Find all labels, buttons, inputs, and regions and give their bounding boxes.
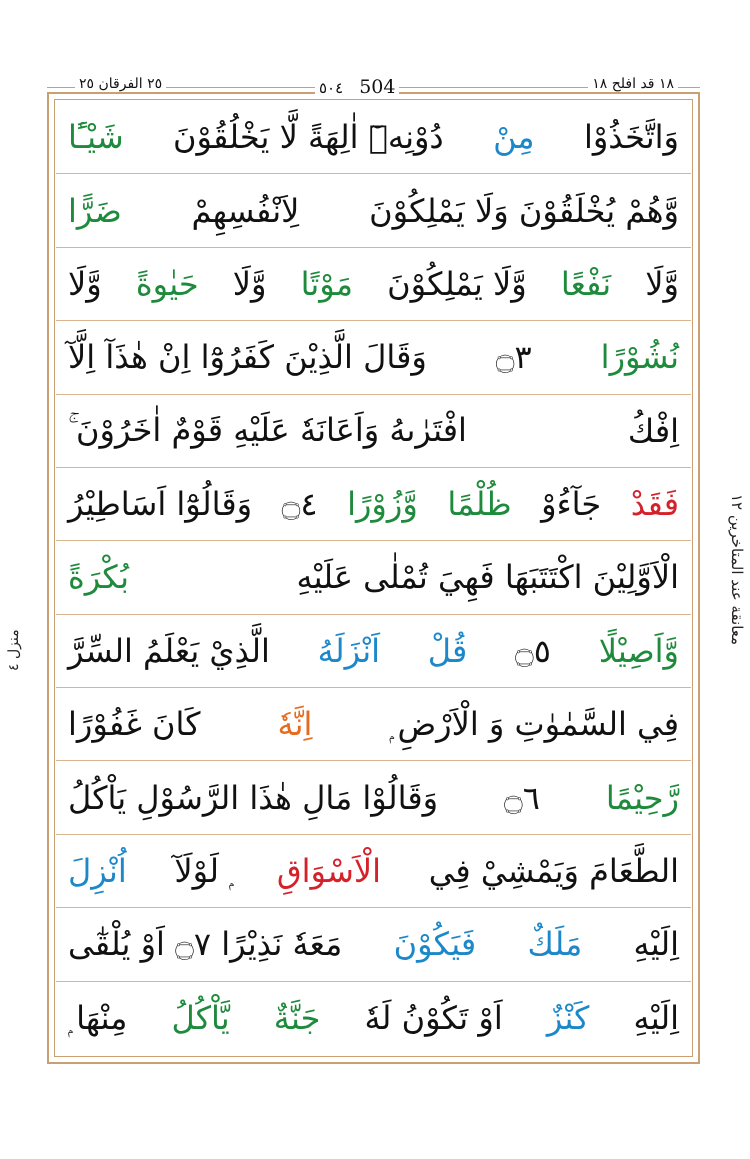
verse-word: الَّذِيْ يَعْلَمُ السِّرَّ <box>68 631 270 670</box>
margin-note-left: منزل ٤ <box>6 629 22 671</box>
page-number-arabic: ٥٠٤ <box>319 79 344 97</box>
verse-line <box>56 395 691 468</box>
verse-word: فَيَكُوْنَ <box>393 925 477 964</box>
verse-word: افْتَرٰىهُ وَاَعَانَهٗ عَلَيْهِ قَوْمٌ اٰخَرُوْنَ ۚ <box>68 411 467 450</box>
verse-word: اِنَّهٗ <box>277 705 313 744</box>
verse-word: اَوْ تَكُوْنُ لَهٗ <box>364 999 503 1038</box>
verse-word: نَفْعًا <box>560 264 612 303</box>
verse-word: وَقَالُوْا مَالِ هٰذَا الرَّسُوْلِ يَاْكُلُ <box>68 778 439 817</box>
verse-word: الْاَسْوَاقِ <box>276 852 382 891</box>
verse-word: ظُلْمًا <box>447 485 512 524</box>
verse-word: اِفْكُ <box>627 411 679 450</box>
verse-word: مِنْ <box>493 118 535 157</box>
verse-word: مِنْهَا ۭ <box>68 998 128 1037</box>
verse-word: ۝٣ <box>495 338 532 377</box>
verse-word: ضَرًّا <box>68 191 122 230</box>
verse-line <box>56 101 691 174</box>
verse-line <box>56 908 691 981</box>
verse-word: وَاتَّخَذُوْا <box>583 118 679 157</box>
verse-word: وَّلَا يَمْلِكُوْنَ <box>387 264 527 303</box>
page-number-latin: 504 <box>359 76 396 98</box>
verse-word: وَّلَا <box>645 264 679 303</box>
verse-word: قُلْ <box>427 631 468 670</box>
verse-line <box>56 541 691 614</box>
page-number <box>315 76 399 98</box>
juz-label: ١٨ قد افلح ١٨ <box>588 76 678 92</box>
verse-line <box>56 835 691 908</box>
margin-note-right: معانقة عند المتاخرين ١٢ <box>728 494 746 646</box>
page-header <box>47 74 700 100</box>
verse-word: وَّلَا <box>232 264 267 303</box>
verse-word: ۝٥ <box>515 631 551 670</box>
verse-word: وَّاَصِيْلًا <box>598 631 679 670</box>
verse-word: جَآءُوْ <box>541 485 602 524</box>
verse-word: لِاَنْفُسِهِمْ <box>191 191 300 230</box>
verse-word: وَقَالُوْٓا اَسَاطِيْرُ <box>68 485 253 524</box>
verse-word: مَلَكٌ <box>527 925 583 964</box>
verse-word: دُوْنِهٖٓ اٰلِهَةً لَّا يَخْلُقُوْنَ <box>173 118 444 157</box>
verse-word: فِي السَّمٰوٰتِ وَ الْاَرْضِ ۭ <box>389 704 679 743</box>
verse-line <box>56 321 691 394</box>
verse-word: وَّلَا <box>68 264 102 303</box>
verse-word: كَانَ غَفُوْرًا <box>68 705 201 744</box>
verse-line <box>56 688 691 761</box>
verse-line <box>56 174 691 247</box>
verse-word: جَنَّةٌ <box>273 999 321 1038</box>
verse-line <box>56 761 691 834</box>
verse-word: ۝٤ <box>281 485 318 524</box>
verse-word: اِلَيْهِ <box>633 925 679 964</box>
verse-word: اَنْزَلَهُ <box>317 631 381 670</box>
verse-line <box>56 982 691 1055</box>
verse-word: الْاَوَّلِيْنَ اكْتَتَبَهَا فَهِيَ تُمْلٰى عَلَيْهِ <box>296 558 679 597</box>
verse-word: اُنْزِلَ <box>68 852 127 891</box>
verse-line <box>56 615 691 688</box>
verse-word: كَنْزٌ <box>546 999 590 1038</box>
verse-line <box>56 468 691 541</box>
surah-label: ٢٥ الفرقان ٢٥ <box>75 76 166 92</box>
verse-lines <box>56 101 691 1055</box>
verse-word: حَيٰوةً <box>135 264 199 303</box>
verse-word: شَيْـًٔا <box>68 118 124 157</box>
verse-word: يَّاْكُلُ <box>171 999 230 1038</box>
verse-word: وَّهُمْ يُخْلَقُوْنَ وَلَا يَمْلِكُوْنَ <box>369 191 679 230</box>
verse-word: مَعَهٗ نَذِيْرًا ۝٧ اَوْ يُلْقٰٓى <box>68 925 343 964</box>
verse-word: مَوْتًا <box>300 264 353 303</box>
verse-word: ۝٦ <box>504 778 540 817</box>
verse-word: فَقَدْ <box>630 485 679 524</box>
verse-word: وَّزُوْرًا <box>347 485 418 524</box>
verse-word: وَقَالَ الَّذِيْنَ كَفَرُوْٓا اِنْ هٰذَآ اِلَّآ <box>68 338 427 377</box>
verse-line <box>56 248 691 321</box>
verse-word: بُكْرَةً <box>68 558 129 597</box>
verse-word: نُشُوْرًا <box>600 338 679 377</box>
verse-word: رَّحِيْمًا <box>605 778 679 817</box>
verse-word: ۭ لَوْلَآ <box>174 851 230 890</box>
verse-word: الطَّعَامَ وَيَمْشِيْ فِي <box>428 852 679 891</box>
verse-word: اِلَيْهِ <box>633 999 679 1038</box>
